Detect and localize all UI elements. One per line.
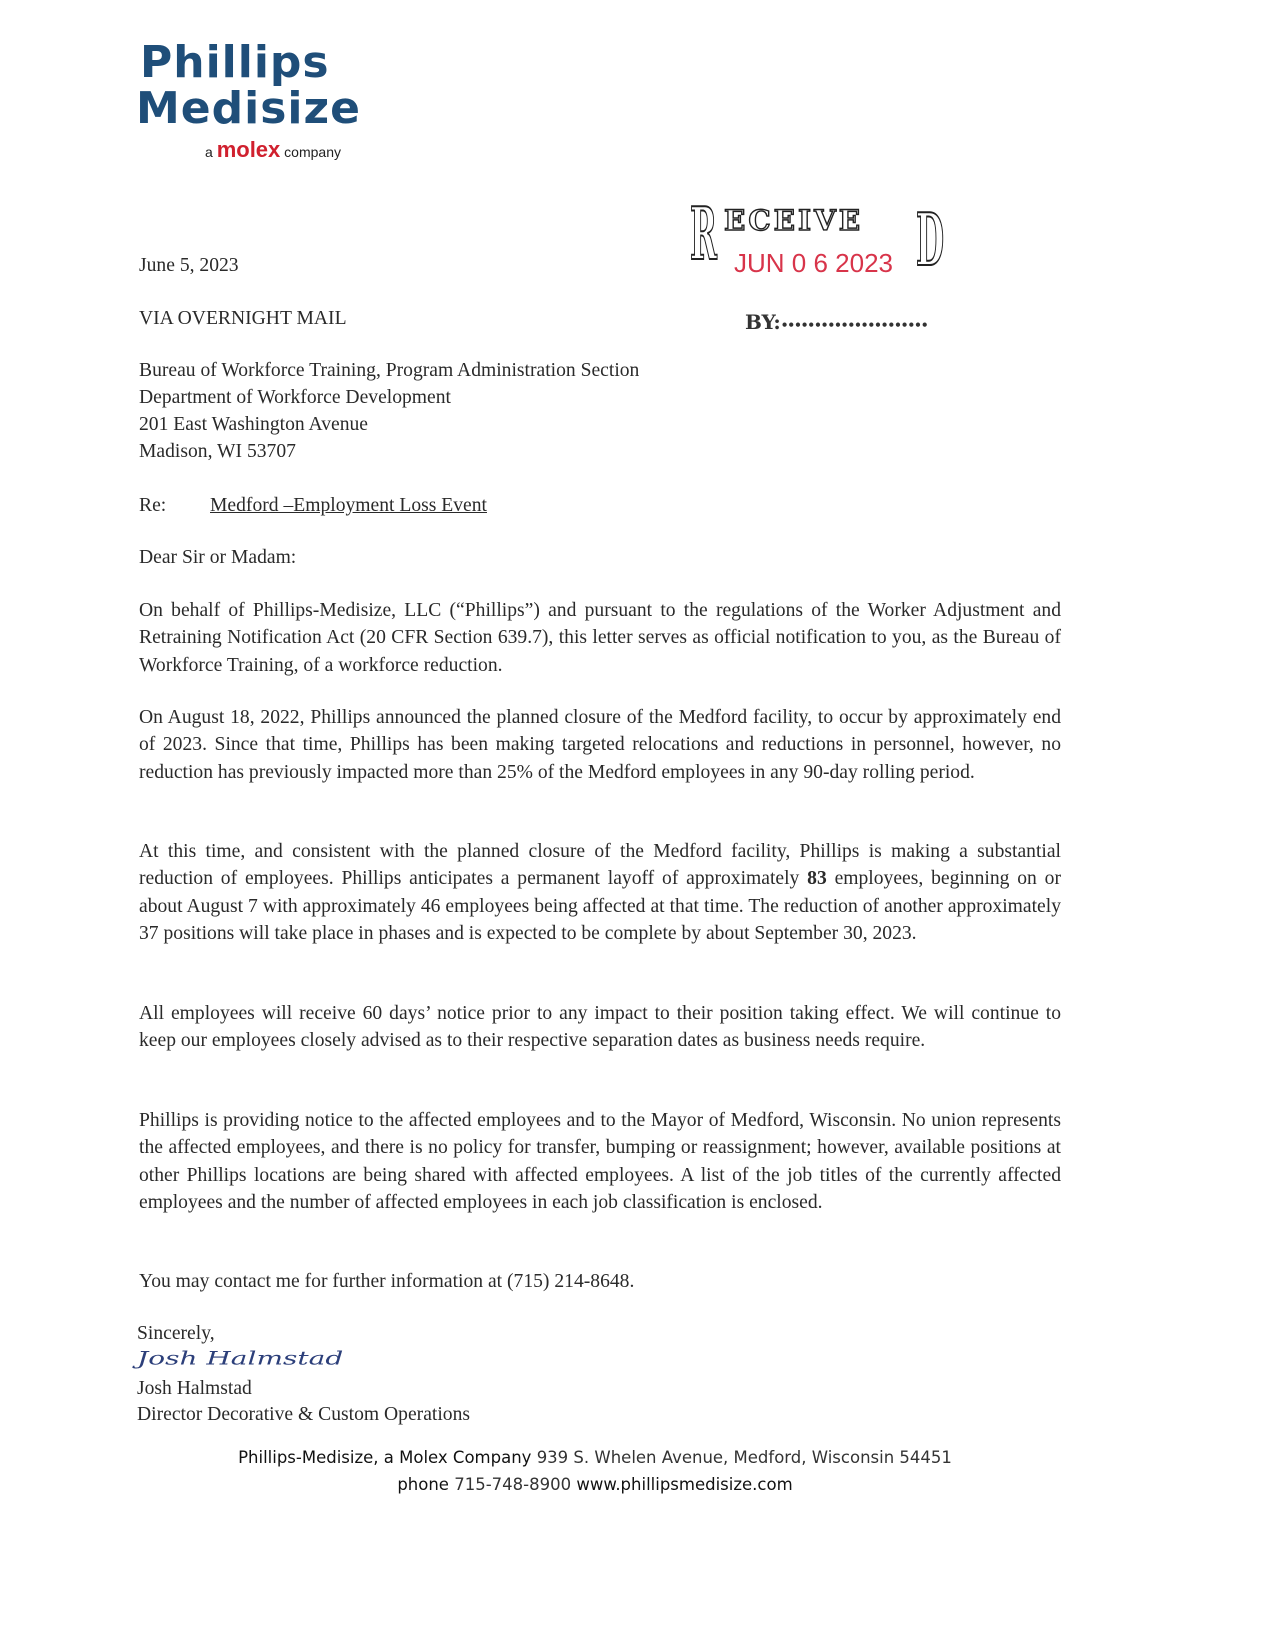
re-subject: Medford –Employment Loss Event — [210, 495, 487, 516]
footer-phone-label: phone — [397, 1475, 449, 1494]
logo-molex: molex — [216, 137, 281, 162]
received-stamp — [690, 191, 960, 298]
p3-before: At this time, and consistent with the planned closure of the Medford facility, Phillips is making a substantial reduction of employees. Phillips anticipates a permanent layoff of approximately — [139, 841, 1061, 890]
paragraph-5: Phillips is providing notice to the affected employees and to the Mayor of Medford, Wisconsin. No union represents the affected employees, and there is no policy for transfer, bumping or reassignment; however, available positions at other Phillips locations are being shared with affected employees. A list of the job titles of the currently affected employees and the number of affected employees in each job classification is enclosed. — [139, 1110, 1061, 1213]
footer-line-2 — [0, 1475, 1190, 1494]
paragraph-2: On August 18, 2022, Phillips announced the planned closure of the Medford facility, to occur by approximately end of 2023. Since that time, Phillips has been making targeted relocations and reductions in personnel, however, no reduction has previously impacted more than 25% of the Medford employees in any 90-day rolling period. — [139, 707, 1061, 783]
paragraph-1: On behalf of Phillips-Medisize, LLC (“Phillips”) and pursuant to the regulations of the Worker Adjustment and Retraining Notification Act (20 CFR Section 639.7), this letter serves as official notification to you, as the Bureau of Workforce Training, of a workforce reduction. — [139, 600, 1061, 676]
p3-after: employees, beginning on or about August 7 with approximately 46 employees being affected at that time. The reduction of another approximately 37 positions will take place in phases and is expected to be complete by about September 30, 2023. — [139, 868, 1061, 944]
paragraph-4: All employees will receive 60 days’ notice prior to any impact to their position taking effect. We will continue to keep our employees closely advised as to their respective separation dates as business needs require. — [139, 1003, 1061, 1052]
address-line: Madison, WI 53707 — [139, 441, 296, 462]
closing: Sincerely, — [137, 1323, 215, 1344]
signer-name: Josh Halmstad — [137, 1378, 252, 1399]
logo-suffix: company — [284, 144, 341, 160]
footer-phone: 715-748-8900 — [454, 1475, 572, 1494]
stamp-by-dots: •••••••••••••••••••••• — [780, 318, 928, 332]
stamp-word: ECEIVE — [724, 204, 864, 237]
letter-date: June 5, 2023 — [139, 255, 239, 276]
address-line: Department of Workforce Development — [139, 387, 451, 408]
stamp-letter-d: D — [916, 197, 945, 282]
stamp-by — [745, 310, 928, 334]
salutation: Dear Sir or Madam: — [139, 547, 297, 568]
contact-line: You may contact me for further information at (715) 214-8648. — [139, 1271, 635, 1292]
stamp-by-label: BY: — [745, 310, 781, 334]
paragraph-3 — [139, 838, 1061, 947]
re-label: Re: — [139, 495, 167, 516]
signature: Josh Halmstad — [137, 1346, 344, 1370]
logo-medisize: Medisize — [136, 83, 361, 134]
logo-prefix: a — [205, 144, 213, 160]
stamp-letter-r: R — [690, 191, 717, 276]
logo-phillips: Phillips — [140, 37, 330, 88]
footer-address: 939 S. Whelen Avenue, Medford, Wisconsin 54451 — [536, 1448, 952, 1467]
delivery-method: VIA OVERNIGHT MAIL — [139, 308, 347, 329]
logo-tagline — [205, 137, 341, 163]
stamp-date: JUN 0 6 2023 — [734, 248, 893, 278]
p3-bold-count: 83 — [807, 868, 827, 890]
footer-website: www.phillipsmedisize.com — [576, 1475, 793, 1494]
footer-company: Phillips-Medisize, a Molex Company — [238, 1448, 532, 1467]
footer-line-1 — [0, 1448, 1190, 1467]
signer-title: Director Decorative & Custom Operations — [137, 1404, 470, 1425]
recipient-address — [139, 357, 639, 465]
address-line: 201 East Washington Avenue — [139, 414, 368, 435]
address-line: Bureau of Workforce Training, Program Administration Section — [139, 360, 640, 381]
